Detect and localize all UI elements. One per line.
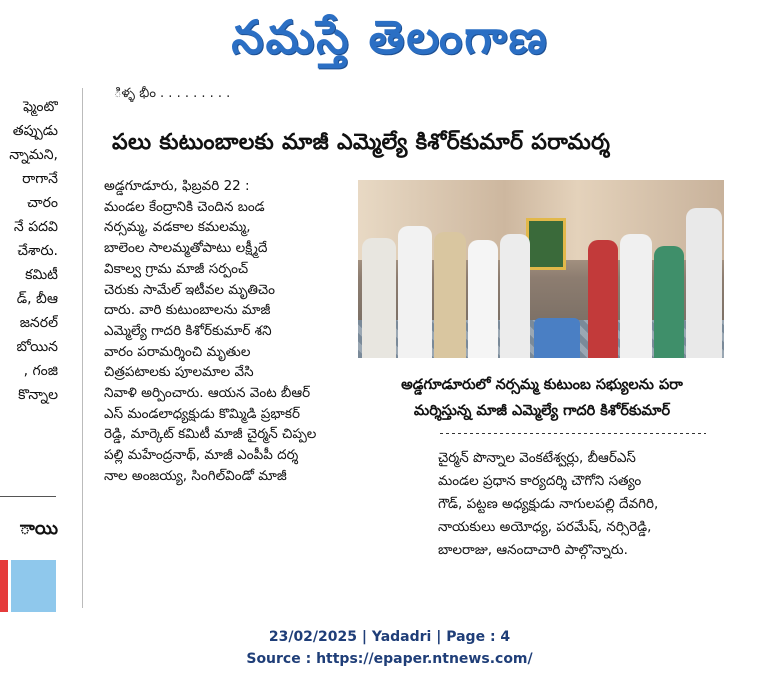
- footer-source: Source : https://epaper.ntnews.com/: [246, 651, 533, 667]
- photo-caption: [362, 372, 722, 424]
- text-line: మండల ప్రధాన కార్యదర్శి చౌగోని సత్యం: [438, 473, 642, 489]
- text-line: ఫ్మెంటొ: [23, 99, 58, 115]
- text-line: చారం: [27, 195, 58, 211]
- text-line: నర్సమ్మ, వడకాల కమలమ్మ,: [104, 219, 251, 236]
- column-divider: [82, 88, 83, 608]
- photo-person: [398, 226, 432, 358]
- text-line: నాయకులు అయోధ్య, పరమేష్, నర్సిరెడ్డి,: [438, 519, 652, 535]
- footer: [0, 626, 779, 670]
- article-photo: [358, 180, 724, 358]
- left-column-fragment: [0, 82, 58, 542]
- text-line: పల్లి మహేంద్రనాథ్, మాజీ ఎంపీపీ దర్శ: [104, 447, 299, 464]
- text-line: రెడ్డి, మార్కెట్ కమిటీ మాజీ చైర్మన్ చిప్పల: [104, 426, 317, 443]
- left-column-divider: [0, 496, 56, 497]
- text-line: మండల కేంద్రానికి చెందిన బండ: [104, 198, 265, 215]
- text-line: వికాల్వ గ్రామ మాజీ సర్పంచ్: [104, 260, 249, 277]
- text-line: నే పదవి: [13, 219, 58, 235]
- photo-person: [500, 234, 530, 358]
- masthead: [0, 0, 779, 78]
- text-line: న్నామని,: [9, 147, 58, 163]
- text-line: తప్పుడు: [12, 123, 58, 139]
- article-headline: పలు కుటుంబాలకు మాజీ ఎమ్మెల్యే కిశోర్‌కుమార్ పరామర్శ: [112, 130, 611, 155]
- caption-divider: [440, 433, 706, 434]
- photo-caption-line: మర్శిస్తున్న మాజీ ఎమ్మెల్యే గాదరి కిశోర్‌కుమార్: [413, 403, 671, 419]
- left-column-photo-fragment: [0, 560, 56, 612]
- photo-portrait-frame: [526, 218, 566, 270]
- text-line: చైర్మన్ పొన్నాల వెంకటేశ్వర్లు, బీఆర్‌ఎస్: [438, 450, 636, 466]
- photo-person: [654, 246, 684, 358]
- text-line: డ్, బీఆ: [16, 291, 58, 307]
- text-line: రాగానే: [22, 171, 58, 187]
- left-column-headline-fragment: ాయి: [19, 518, 58, 539]
- text-line: బాలెంల సాలమ్మతోపాటు లక్ష్మీదే: [104, 240, 268, 257]
- text-line: నివాళి అర్పించారు. ఆయన వెంట బీఆర్: [104, 385, 311, 401]
- text-line: కమిటీ: [25, 267, 58, 283]
- photo-chairs: [534, 318, 580, 358]
- text-line: దారు. వారి కుటుంబాలను మాజీ: [104, 302, 271, 319]
- photo-caption-line: అడ్డగూడూరులో నర్సమ్మ కుటుంబ సభ్యులను పరా: [401, 377, 683, 393]
- text-line: వారం పరామర్శించి మృతుల: [104, 343, 251, 360]
- newspaper-title: నమస్తే తెలంగాణ: [231, 10, 549, 64]
- text-line: కొన్నాల: [18, 387, 58, 403]
- text-line: ఎస్ మండలాధ్యక్షుడు కొమ్మిడి ప్రభాకర్: [104, 405, 300, 422]
- text-line: చేశారు.: [17, 243, 58, 259]
- photo-person: [468, 240, 498, 358]
- text-line: , గంజి: [23, 363, 58, 379]
- previous-article-strip: ిళ్ళ భీం . . . . . . . . .: [114, 86, 231, 101]
- photo-person: [686, 208, 722, 358]
- text-line: చిత్రపటాలకు పూలమాల వేసి: [104, 364, 254, 381]
- text-line: జనరల్: [19, 315, 58, 331]
- photo-person: [434, 232, 466, 358]
- text-line: చెరుకు సామేల్ ఇటీవల మృతిచెం: [104, 281, 276, 298]
- photo-person: [362, 238, 396, 358]
- text-line: బోయిన: [16, 339, 58, 355]
- text-line: గౌడ్, పట్టణ అధ్యక్షుడు నాగులపల్లి దేవగిరి,: [438, 496, 659, 512]
- text-line: ఎమ్మెల్యే గాదరి కిశోర్‌కుమార్ శని: [104, 322, 272, 339]
- footer-date-edition: 23/02/2025 | Yadadri | Page : 4: [268, 629, 511, 645]
- text-line: బాలరాజు, ఆనందాచారి పాల్గొన్నారు.: [438, 542, 628, 558]
- photo-person: [620, 234, 652, 358]
- photo-person: [588, 240, 618, 358]
- text-line: నాల అంజయ్య, సింగిల్‌విండో మాజీ: [104, 467, 287, 484]
- text-line: అడ్డగూడూరు, ఫిబ్రవరి 22 :: [104, 178, 250, 194]
